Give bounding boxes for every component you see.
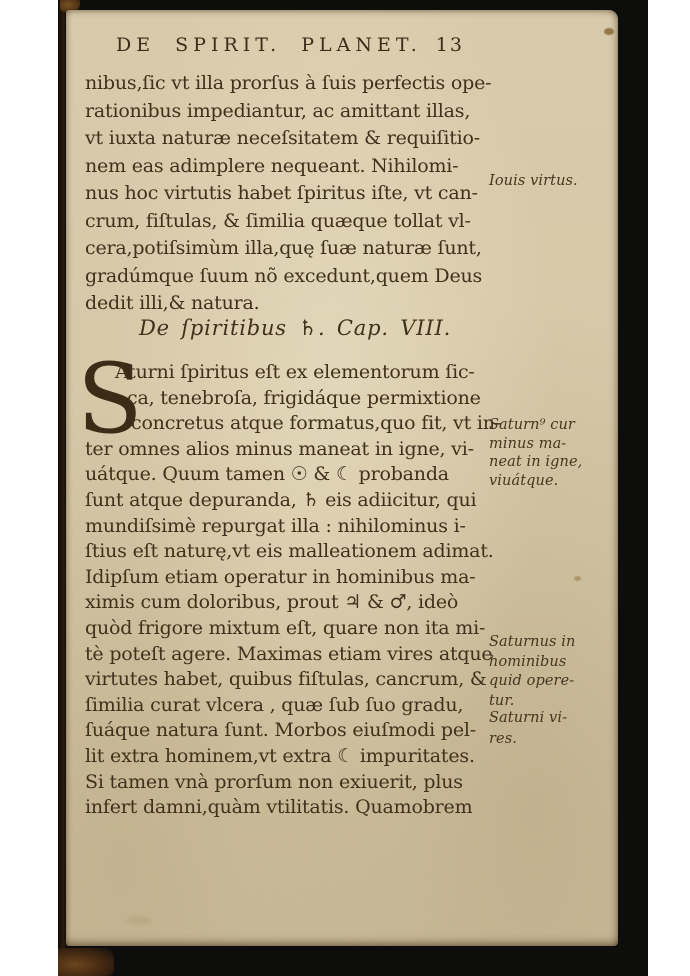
paper-stain <box>604 28 614 35</box>
margin-note-line: hominibus <box>489 653 567 670</box>
text-line: nibus,ſic vt illa prorſus à ſuis perfectis ope- <box>85 72 492 94</box>
paper-stain <box>126 916 152 925</box>
text-line: ſuáque natura ſunt. Morbos eiuſmodi pel- <box>85 719 476 742</box>
text-line: gradúmque ſuum nõ excedunt,quem Deus <box>85 264 483 287</box>
margin-note-line: Saturni vi- <box>489 710 568 726</box>
text-line: infert damni,quàm vtilitatis. Quamobrem <box>85 796 473 819</box>
margin-note-line: neat in igne, <box>489 454 583 471</box>
paragraph-continuation <box>85 70 492 318</box>
running-header <box>85 34 495 56</box>
text-line: Idipſum etiam operatur in hominibus ma- <box>85 565 476 588</box>
text-line: uátque. Quum tamen ☉ & ☾ probanda <box>85 463 449 486</box>
drop-cap: S <box>77 343 143 455</box>
text-line: ſimilia curat vlcera , quæ ſub ſuo gradu, <box>85 693 464 716</box>
text-line: virtutes habet, quibus fiſtulas, cancrum, & <box>85 668 487 691</box>
margin-note-line: Saturnus in <box>489 634 576 650</box>
margin-note <box>489 708 617 750</box>
text-line: dedit illi,& natura. <box>85 292 260 314</box>
margin-note <box>489 172 617 191</box>
margin-note-line: Saturn⁹ cur <box>489 417 575 433</box>
margin-note-line: tur. <box>489 692 515 709</box>
text-line: ter omnes alios minus maneat in igne, vi- <box>85 437 474 460</box>
text-line: vt iuxta naturæ neceſsitatem & requiſitio- <box>85 127 481 149</box>
margin-note-line: quid opere- <box>489 673 575 690</box>
text-line: tè poteſt agere. Maximas etiam vires atque <box>85 642 493 665</box>
text-line: lit extra hominem,vt extra ☾ impuritates. <box>85 744 475 767</box>
text-line: Aturni ſpiritus eſt ex elementorum ſic- <box>115 361 475 383</box>
text-line: concretus atque formatus,quo fit, vt in- <box>131 412 501 435</box>
book-photo <box>58 0 648 976</box>
text-line: ximis cum doloribus, prout ♃ & ♂, ideò <box>85 591 459 614</box>
text-line: rationibus impediantur, ac amittant illas, <box>85 99 471 122</box>
paper-stain <box>574 576 581 581</box>
text-line: Si tamen vnà prorſum non exiuerit, plus <box>85 770 463 793</box>
book-page <box>66 10 618 946</box>
text-line: nem eas adimplere nequeant. Nihilomi- <box>85 154 459 177</box>
margin-note-line: minus ma- <box>489 435 567 452</box>
text-line: crum, fiſtulas, & ſimilia quæque tollat vl- <box>85 209 471 232</box>
text-line: ſtius eſt naturę,vt eis malleationem adimat. <box>85 540 494 563</box>
margin-note <box>489 416 617 490</box>
cover-corner-bottom <box>58 948 114 976</box>
text-line: ſunt atque depuranda, ♄ eis adiicitur, qui <box>85 488 477 511</box>
margin-note-line: viuátque. <box>489 472 559 489</box>
margin-note-line: res. <box>489 731 517 747</box>
text-line: nus hoc virtutis habet ſpiritus iſte, vt can- <box>85 182 478 204</box>
page-number: 13 <box>435 34 464 56</box>
margin-note-line: Iouis virtus. <box>489 173 578 189</box>
header-title: DE SPIRIT. PLANET. <box>116 34 422 56</box>
text-line: mundiſsimè repurgat illa : nihilominus i- <box>85 514 466 537</box>
text-line: cera,potiſsimùm illa,quę ſuæ naturæ ſunt, <box>85 237 482 259</box>
text-line: ca, tenebroſa, frigidáque permixtione <box>127 386 481 409</box>
text-line: quòd frigore mixtum eſt, quare non ita mi- <box>85 616 486 639</box>
chapter-body <box>85 360 501 821</box>
margin-note <box>489 633 617 711</box>
chapter-heading: De ſpiritibus ♄. Cap. VIII. <box>138 316 452 340</box>
